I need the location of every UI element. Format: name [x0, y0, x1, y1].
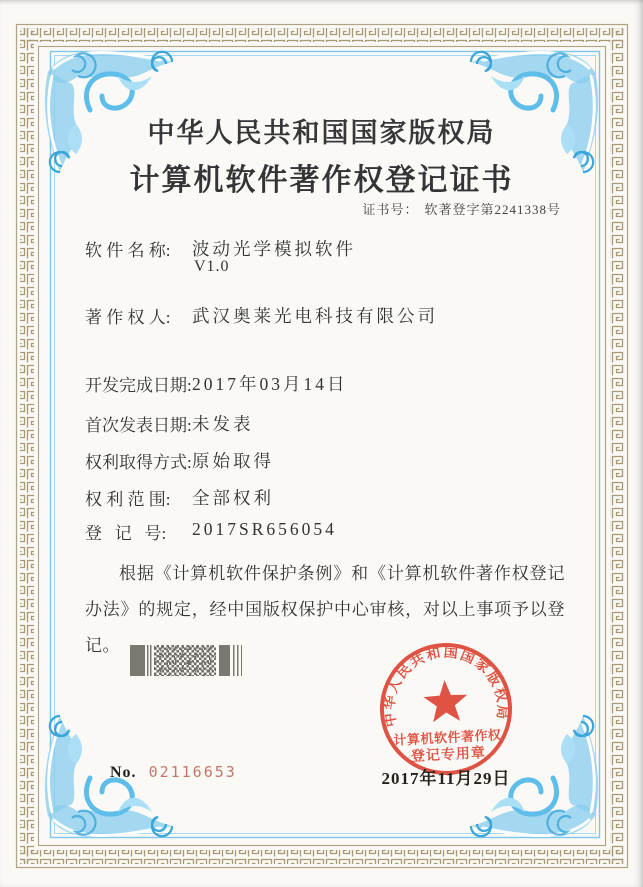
- certificate-number-line: [362, 199, 561, 218]
- star-icon: [423, 679, 469, 723]
- serial-digits: 02116653: [148, 763, 237, 781]
- field-rights-scope: [85, 485, 274, 510]
- barcode-block-right: [219, 645, 230, 676]
- certificate-number-label: 证书号：: [362, 202, 419, 217]
- field-label: 首次发表日期:: [85, 416, 192, 435]
- field-value: 波动光学模拟软件: [192, 239, 356, 259]
- registration-clause: 根据《计算机软件保护条例》和《计算机软件著作权登记办法》的规定，经中国版权保护中心审核，对以上事项予以登记。: [85, 564, 565, 655]
- field-value: 2017年03月14日: [192, 374, 348, 394]
- greek-key-border: [20, 28, 624, 864]
- seal-date: 2017年11月29日: [381, 769, 511, 788]
- software-version: V1.0: [194, 258, 230, 275]
- outer-border-line: [17, 25, 628, 868]
- field-value: 全部权利: [192, 488, 274, 508]
- field-label: 权 利 范 围:: [85, 490, 171, 509]
- seal-ring-text: 中华人民共和国国家版权局: [382, 645, 510, 728]
- field-first-publish-date: [85, 411, 254, 436]
- field-copyright-owner: [85, 303, 438, 328]
- field-label: 登 记 号:: [85, 524, 167, 543]
- field-label: 开发完成日期:: [85, 376, 192, 395]
- certificate-number-value: 软著登字第2241338号: [424, 202, 561, 217]
- field-value: 原始取得: [192, 451, 274, 471]
- barcode: [130, 645, 242, 676]
- field-label: 软 件 名 称:: [85, 241, 171, 260]
- serial-prefix: No.: [110, 764, 137, 781]
- seal-inner-line1: 计算机软件著作权: [393, 727, 502, 748]
- field-value: 武汉奥莱光电科技有限公司: [192, 306, 438, 326]
- serial-number-line: [110, 763, 237, 782]
- field-rights-acquisition: [85, 448, 274, 473]
- barcode-bars-left: [147, 645, 152, 676]
- barcode-bars-right: [233, 645, 242, 676]
- certificate-title: 计算机软件著作权登记证书: [129, 164, 514, 197]
- issuing-authority-title: 中华人民共和国国家版权局: [147, 118, 496, 148]
- barcode-matrix: [154, 645, 216, 676]
- field-dev-complete-date: [85, 371, 348, 396]
- field-label: 著 作 权 人:: [85, 308, 171, 327]
- field-value: 未发表: [192, 414, 254, 434]
- field-label: 权利取得方式:: [85, 453, 192, 472]
- field-registration-no: [85, 519, 337, 544]
- seal-inner-line2: 登记专用章: [410, 745, 487, 765]
- field-value: 2017SR656054: [192, 519, 337, 539]
- barcode-block-left: [130, 645, 145, 676]
- official-seal: [370, 633, 521, 784]
